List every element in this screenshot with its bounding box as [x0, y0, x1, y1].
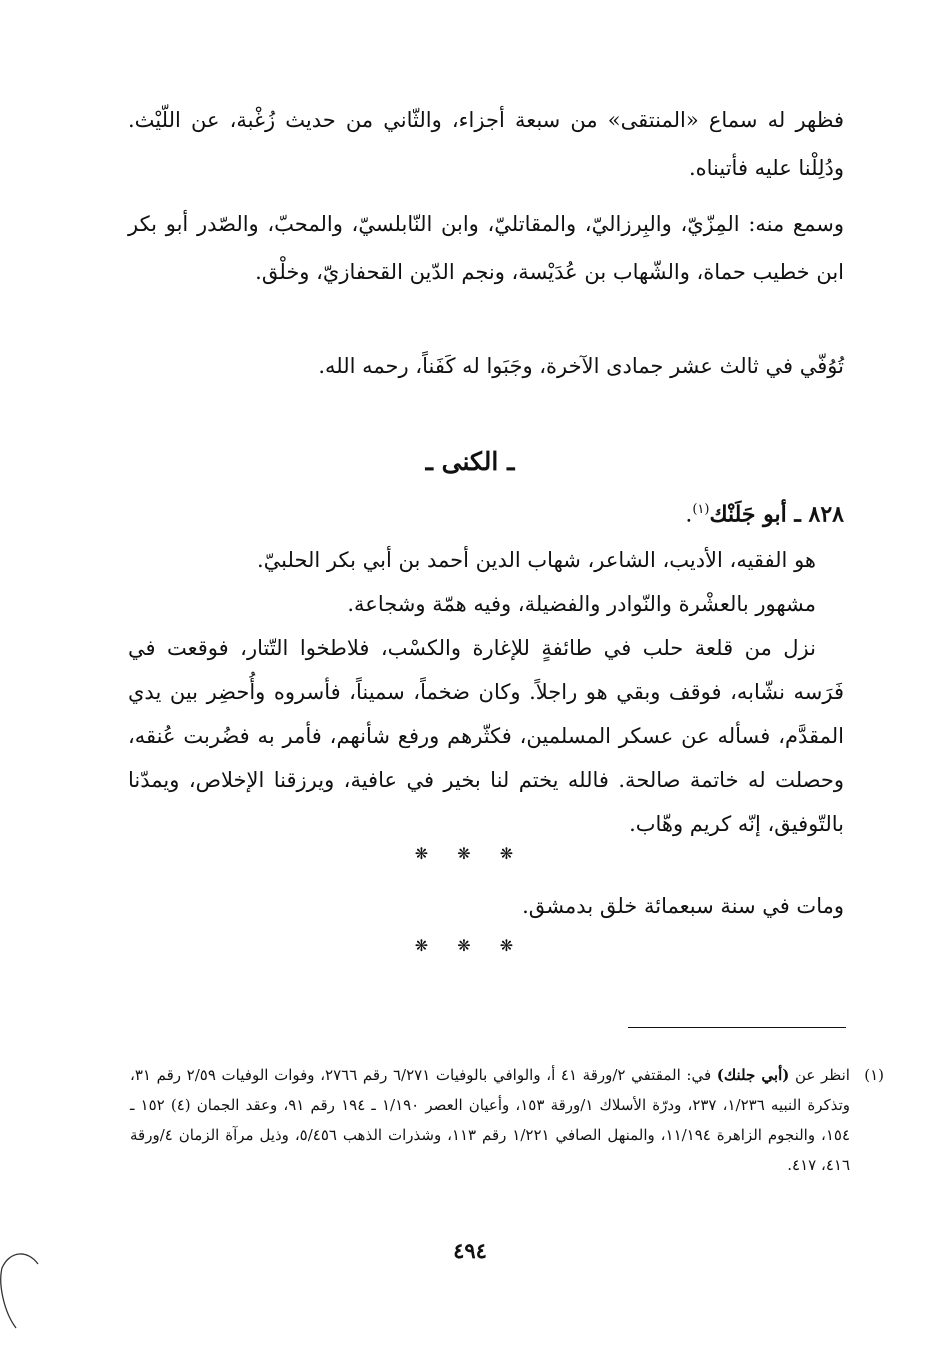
- footnote-divider: [628, 1027, 846, 1028]
- footnote-marker: (١): [692, 502, 710, 517]
- death-note: ومات في سنة سبعمائة خلق بدمشق.: [522, 894, 844, 918]
- footnote-text: في: المقتفي ٢/ورقة ٤١ أ، والوافي بالوفيات ٦/٢٧١ رقم ٢٧٦٦، وفوات الوفيات ٢/٥٩ رقم ٣١، وتذكرة النبيه ١/٢٣٦، ٢٣٧، ودرّة الأسلاك ١/ورقة ١٥٣، وأعيان العصر ١/١٩٠ ـ ١٩٤ رقم ٩١، وعقد الجمان (٤) ١٥٢ ـ ١٥٤، والنجوم الزاهرة ١١/١٩٤، والمنهل الصافي ١/٢٢١ رقم ١١٣، وشذرات الذهب ٥/٤٥٦، وذيل مرآة الزمان ٤/ورقة ٤١٦، ٤١٧.: [130, 1066, 850, 1174]
- entry-line-reputation: مشهور بالعشْرة والنّوادر والفضيلة، وفيه همّة وشجاعة.: [347, 592, 816, 616]
- footnote-lead: انظر عن: [795, 1066, 850, 1084]
- star-separator: ❋ ❋ ❋: [414, 936, 526, 955]
- entry-title: [128, 488, 844, 537]
- entry-line-identity: هو الفقيه، الأديب، الشاعر، شهاب الدين أحمد بن أبي بكر الحلبيّ.: [256, 548, 816, 572]
- footnote: [130, 1060, 884, 1180]
- section-heading-kuna: ـ الكنى ـ: [425, 447, 515, 476]
- page-number: ٤٩٤: [453, 1238, 487, 1263]
- page-curl-mark: [0, 1242, 40, 1332]
- paragraph-listeners: وسمع منه: المِزّيّ، والبِرزاليّ، والمقاتليّ، وابن النّابلسيّ، والمحبّ، والصّدر أبو بكر ابن خطيب حماة، والشّهاب بن عُدَيْسة، ونجم الدّين القحفازيّ، وخلْق.: [128, 212, 844, 284]
- entry-number-title: ٨٢٨ ـ أبو جَلَنْك: [709, 501, 844, 528]
- footnote-ref-name: (أبي جلنك): [716, 1066, 790, 1084]
- paragraph-hearing: فظهر له سماع «المنتقى» من سبعة أجزاء، والثّاني من حديث زُغْبة، عن اللّيْث. ودُلِلْنا عليه فأتيناه.: [128, 108, 844, 180]
- paragraph-death: تُوُفّي في ثالث عشر جمادى الآخرة، وجَبَوا له كَفَناً، رحمه الله.: [318, 354, 844, 378]
- entry-line-story: نزل من قلعة حلب في طائفةٍ للإغارة والكسْب، فلاطخوا التّتار، فوقعت في فَرَسه نشّابه، فوقف وبقي هو راجلاً. وكان ضخماً، سميناً، فأسروه وأُحضِر بين يدي المقدَّم، فسأله عن عسكر المسلمين، فكثّرهم ورفع شأنهم، فأمر به فضُربت عُنقه، وحصلت له خاتمة صالحة. فالله يختم لنا بخير في عافية، ويرزقنا الإخلاص، ويمدّنا بالتّوفيق، إنّه كريم وهّاب.: [128, 636, 844, 836]
- star-separator: ❋ ❋ ❋: [414, 844, 526, 863]
- footnote-number: (١): [864, 1066, 884, 1084]
- entry-title-end: .: [685, 502, 693, 528]
- entry-body: [128, 538, 844, 846]
